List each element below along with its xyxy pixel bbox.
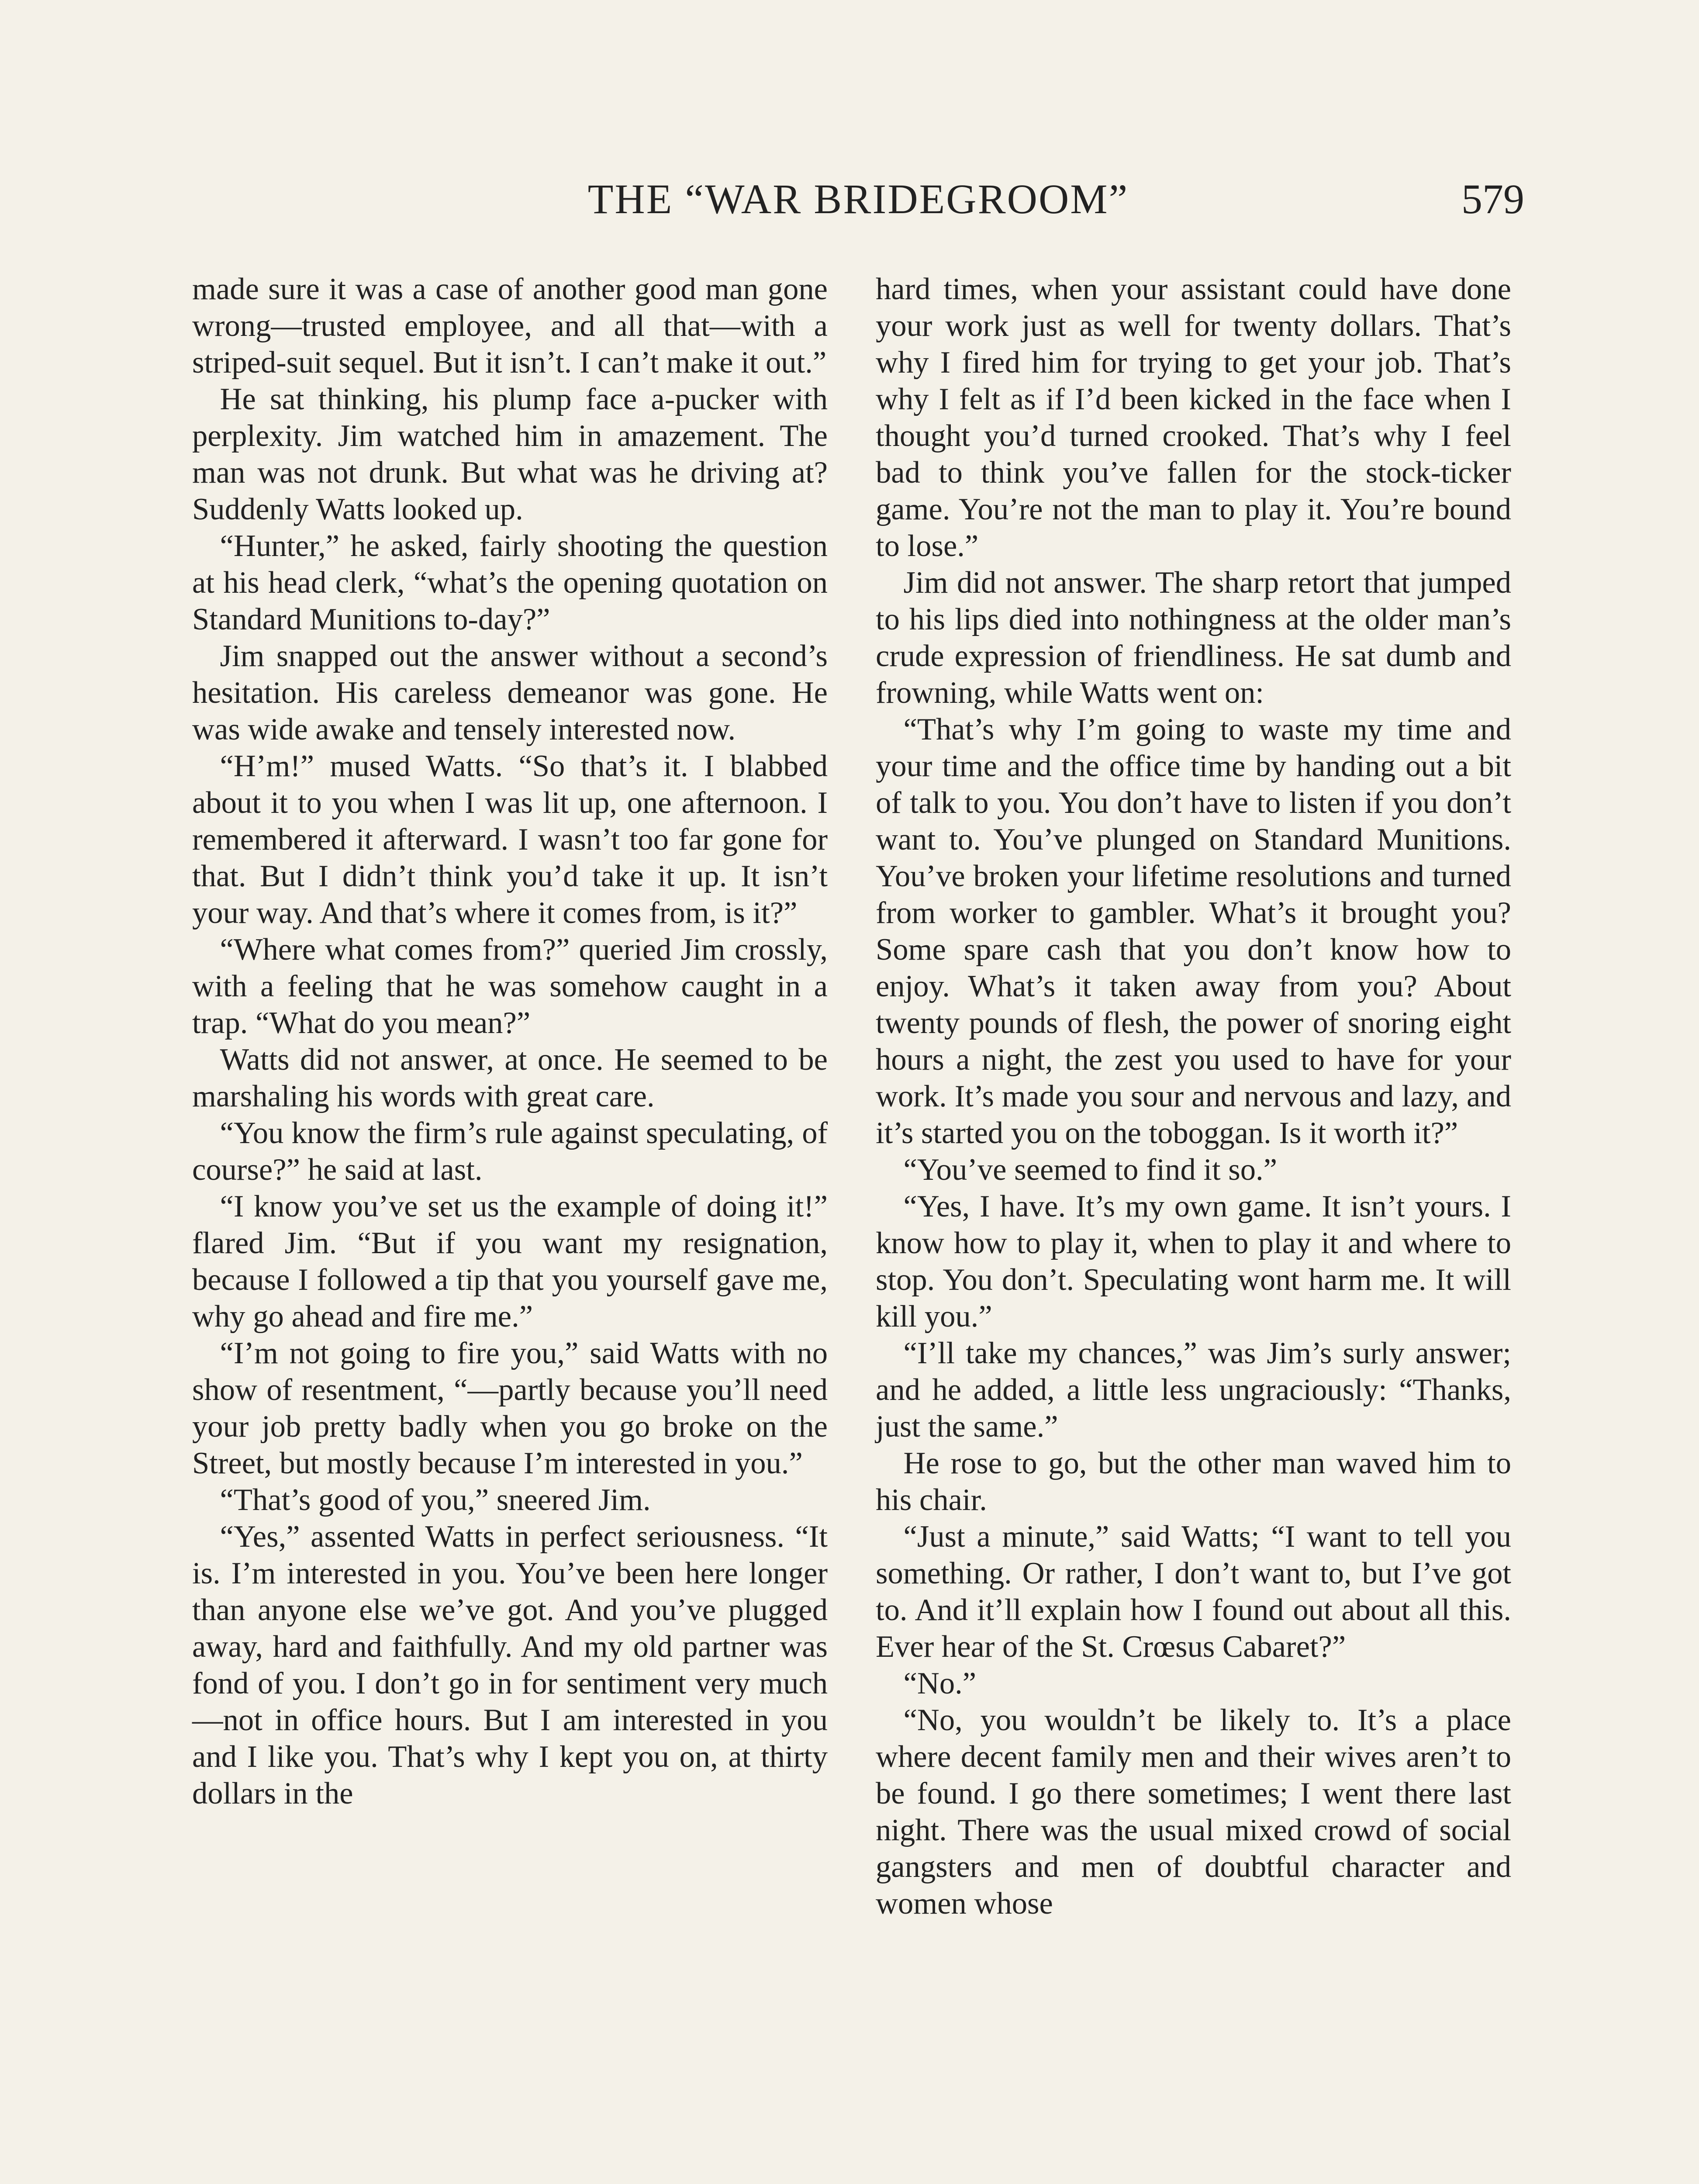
paragraph: hard times, when your assistant could have done your work just as well for twenty dollars. That’s why I fired him for trying to get your job. That’s why I felt as if I’d been kicked in the face when I thought you’d turned crooked. That’s why I feel bad to think you’ve fallen for the stock-ticker game. You’re not the man to play it. You’re bound to lose.” [876, 272, 1511, 563]
paragraph: “No, you wouldn’t be likely to. It’s a place where decent family men and their wives aren’t to be found. I go there sometimes; I went there last night. There was the usual mixed crowd of social gangsters and men of doubtful character and women whose [876, 1703, 1511, 1921]
paragraph: “Yes,” assented Watts in perfect seriousness. “It is. I’m interested in you. You’ve been here longer than anyone else we’ve got. And you’ve plugged away, hard and faithfully. And my old partner was fond of you. I don’t go in for sentiment very much—not in office hours. But I am interested in you and I like you. That’s why I kept you on, at thirty dollars in the [192, 1520, 828, 1811]
paragraph: “That’s good of you,” sneered Jim. [220, 1483, 651, 1517]
left-column [192, 271, 828, 2184]
paragraph: “You know the firm’s rule against speculating, of course?” he said at last. [192, 1116, 828, 1187]
paragraph: “Where what comes from?” queried Jim crossly, with a feeling that he was somehow caught in a trap. “What do you mean?” [192, 933, 828, 1040]
paragraph: “You’ve seemed to find it so.” [903, 1153, 1278, 1187]
paragraph: He rose to go, but the other man waved him to his chair. [876, 1446, 1511, 1517]
paragraph: He sat thinking, his plump face a-pucker with perplexity. Jim watched him in amazement. The man was not drunk. But what was he driving at? Suddenly Watts looked up. [192, 382, 828, 526]
paragraph: “H’m!” mused Watts. “So that’s it. I blabbed about it to you when I was lit up, one afternoon. I remembered it afterward. I wasn’t too far gone for that. But I didn’t think you’d take it up. It isn’t your way. And that’s where it comes from, is it?” [192, 749, 828, 930]
paragraph: “Hunter,” he asked, fairly shooting the question at his head clerk, “what’s the opening quotation on Standard Munitions to-day?” [192, 529, 828, 636]
paragraph: made sure it was a case of another good man gone wrong—trusted employee, and all that—with a striped-suit sequel. But it isn’t. I can’t make it out.” [192, 272, 828, 380]
text-columns [192, 271, 1511, 2184]
running-title: THE “WAR BRIDEGROOM” [587, 176, 1129, 222]
right-column [876, 271, 1511, 2184]
paragraph: “That’s why I’m going to waste my time and your time and the office time by handing out a bit of talk to you. You don’t have to listen if you don’t want to. You’ve plunged on Standard Munitions. You’ve broken your lifetime resolutions and turned from worker to gambler. What’s it brought you? Some spare cash that you don’t know how to enjoy. What’s it taken away from you? About twenty pounds of flesh, the power of snoring eight hours a night, the zest you used to have for your work. It’s made you sour and nervous and lazy, and it’s started you on the toboggan. Is it worth it?” [876, 712, 1511, 1150]
paragraph: “I’m not going to fire you,” said Watts with no show of resentment, “—partly because you’ll need your job pretty badly when you go broke on the Street, but mostly because I’m interested in you.” [192, 1336, 828, 1480]
paragraph: Jim snapped out the answer without a second’s hesitation. His careless demeanor was gone. He was wide awake and tensely interested now. [192, 639, 828, 746]
page-header [192, 175, 1524, 240]
page-number: 579 [1461, 176, 1524, 222]
paragraph: “I’ll take my chances,” was Jim’s surly answer; and he added, a little less ungraciously: “Thanks, just the same.” [876, 1336, 1511, 1444]
paragraph: Watts did not answer, at once. He seemed to be marshaling his words with great care. [192, 1043, 828, 1113]
paragraph: Jim did not answer. The sharp retort that jumped to his lips died into nothingness at the older man’s crude expression of friendliness. He sat dumb and frowning, while Watts went on: [876, 566, 1511, 710]
paragraph: “I know you’ve set us the example of doing it!” flared Jim. “But if you want my resignation, because I followed a tip that you yourself gave me, why go ahead and fire me.” [192, 1189, 828, 1334]
paragraph: “No.” [903, 1666, 977, 1700]
paragraph: “Just a minute,” said Watts; “I want to tell you something. Or rather, I don’t want to, but I’ve got to. And it’ll explain how I found out about all this. Ever hear of the St. Crœsus Cabaret?” [876, 1520, 1511, 1664]
paragraph: “Yes, I have. It’s my own game. It isn’t yours. I know how to play it, when to play it and where to stop. You don’t. Speculating wont harm me. It will kill you.” [876, 1189, 1511, 1334]
